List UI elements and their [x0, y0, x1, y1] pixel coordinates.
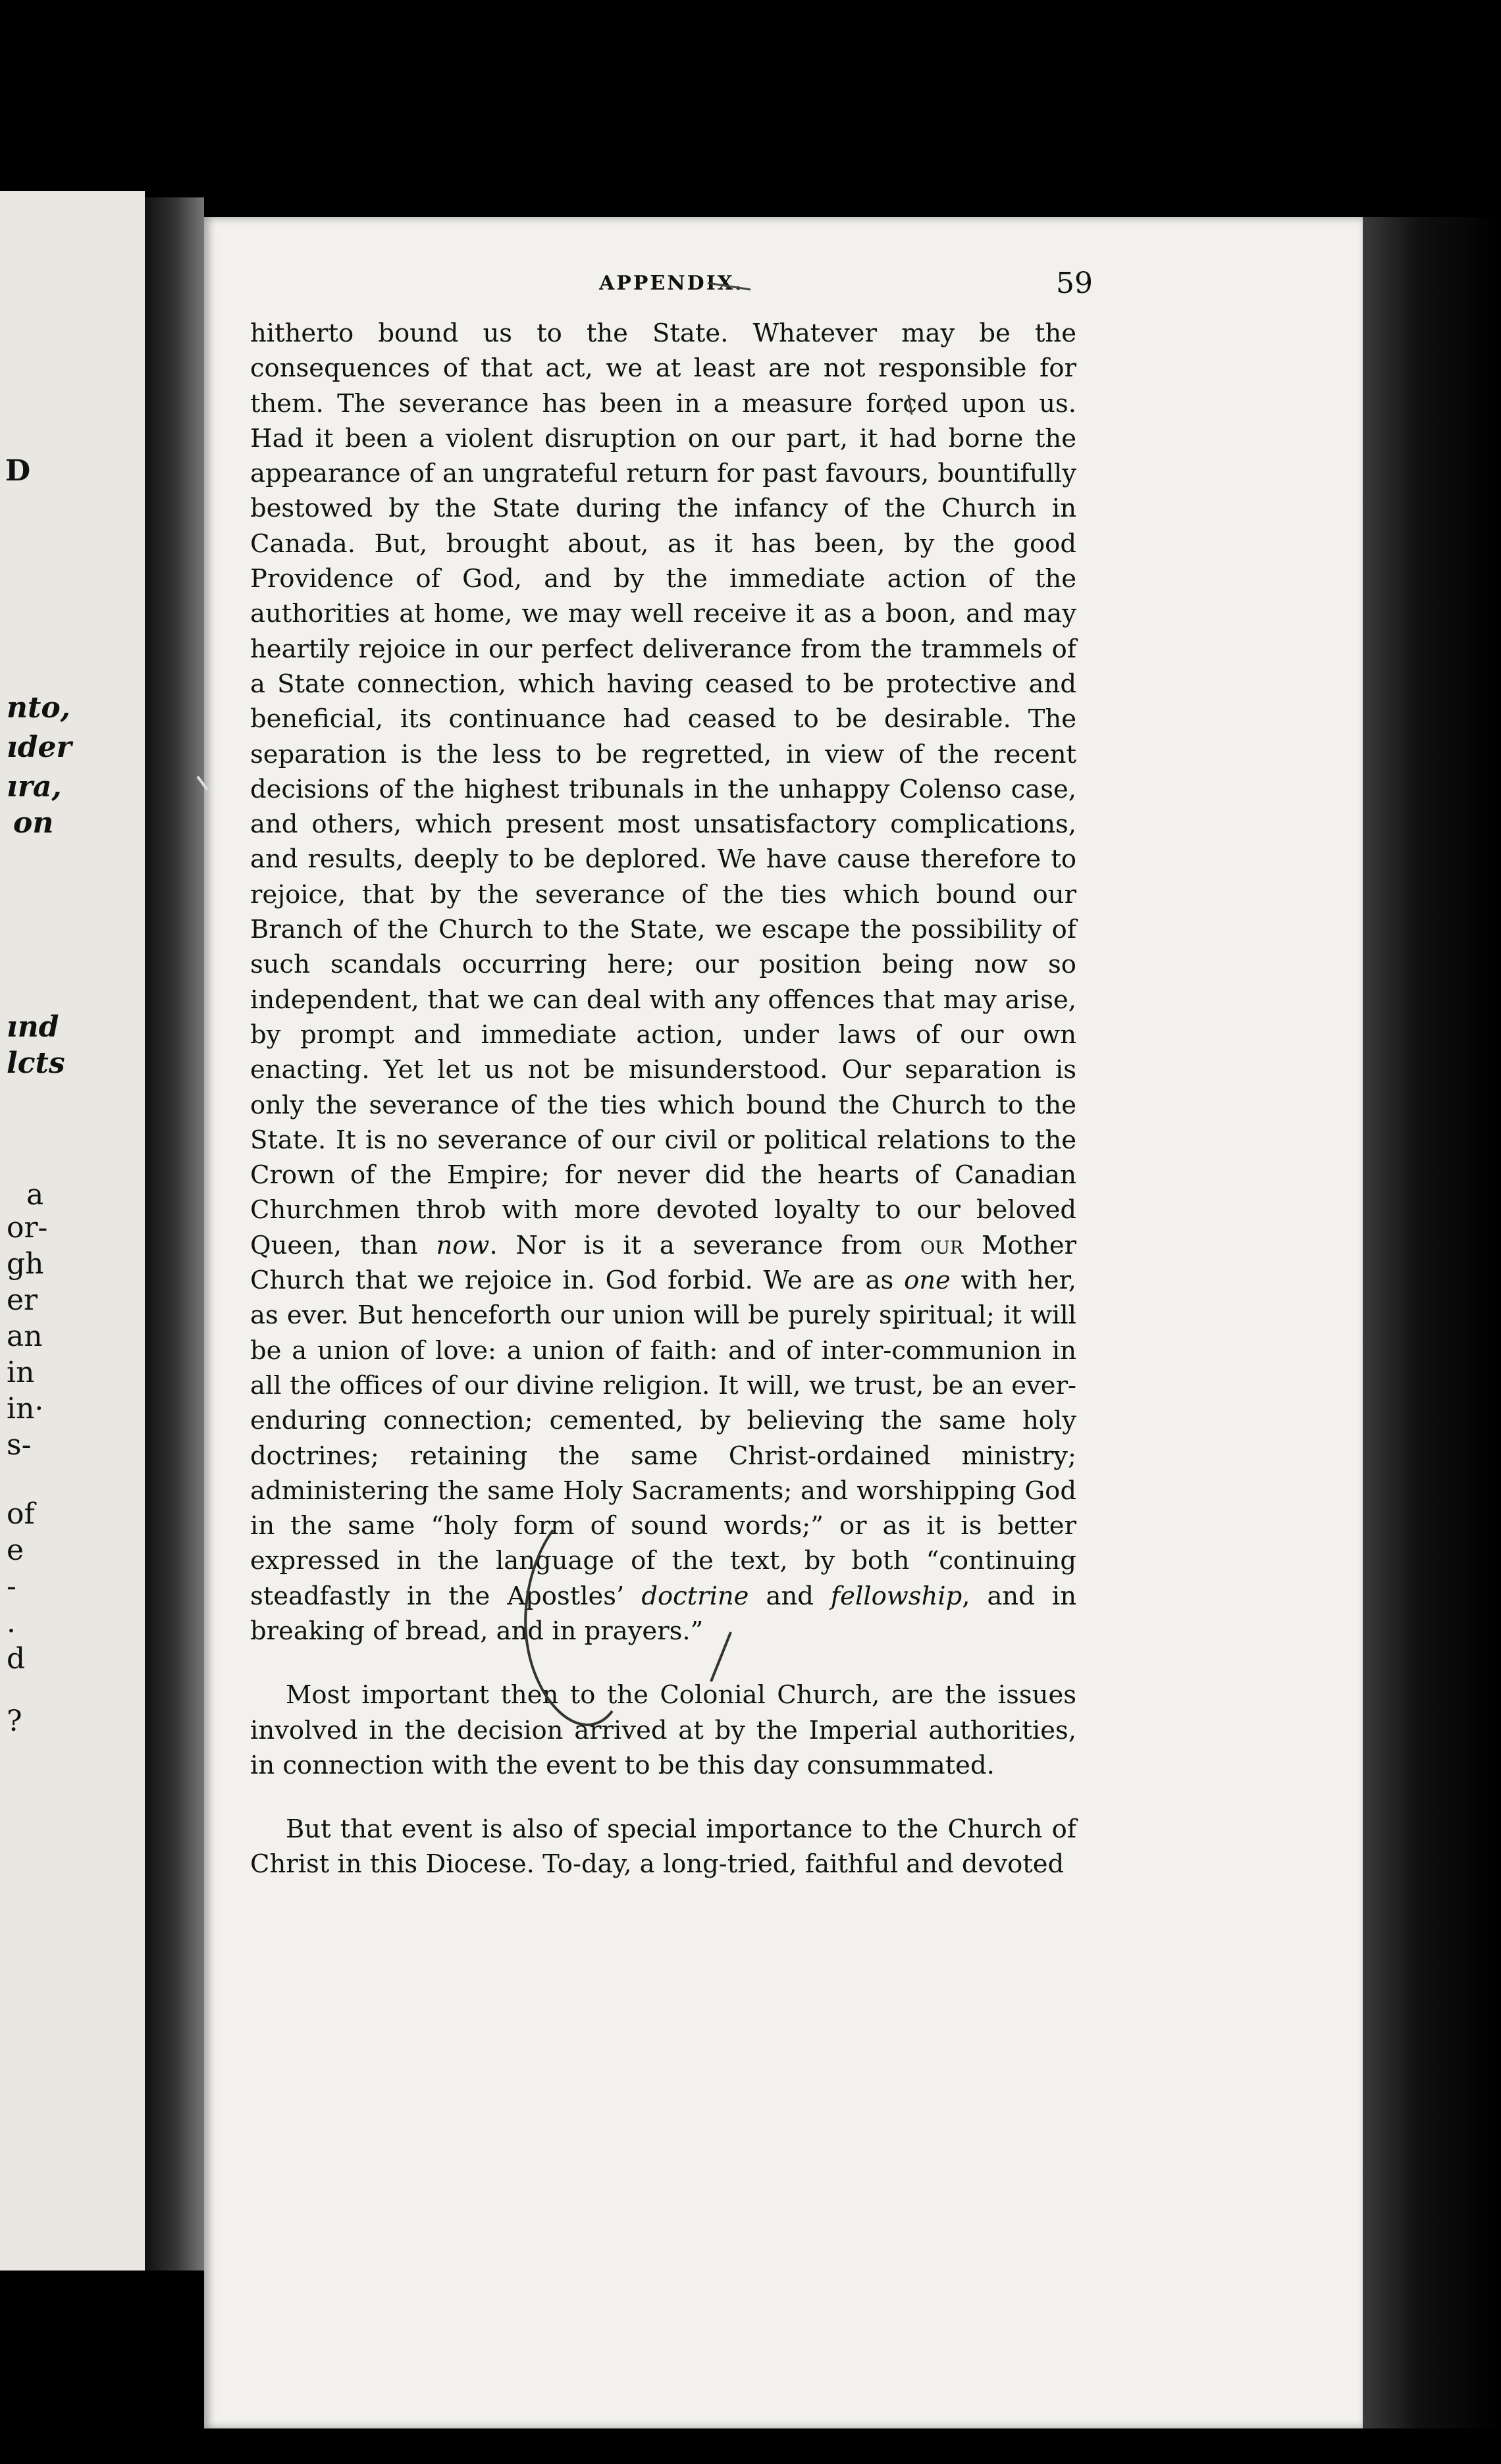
- running-head: APPENDIX.: [599, 272, 744, 295]
- left-page-fragment: a: [26, 1178, 44, 1212]
- left-page-fragment: of: [7, 1497, 35, 1531]
- paragraph: [250, 1812, 1076, 1882]
- text-run: now: [436, 1230, 490, 1260]
- page-edge-shadow: [1363, 217, 1501, 2428]
- text-run: with her, as ever. But henceforth our union will be purely spiritual; it will be a union of love: a union of faith: and of inter-communion in all the offices of our divine religion. It will, we trust, be an ever-enduring connection; cemented, by believing the same holy doctrines; retaining the same Christ-ordained ministry; administering the same Holy Sacraments; and worshipping God in the same “holy form of sound words;” or as it is better expressed in the language of the text, by both “continuing steadfastly in the Apostles’: [250, 1266, 1076, 1611]
- left-page-fragment: e: [7, 1533, 24, 1567]
- paragraph: [250, 1678, 1076, 1783]
- left-page-fragment: s-: [7, 1428, 32, 1462]
- body-text: [250, 316, 1076, 1882]
- text-run: our: [920, 1230, 964, 1260]
- text-run: , and in breaking of bread, and in prayers.”: [250, 1581, 1077, 1646]
- left-page-fragment: on: [13, 806, 54, 840]
- page-number: 59: [1056, 267, 1093, 300]
- text-run: doctrine: [641, 1581, 749, 1611]
- text-run: . Nor is it a severance from: [489, 1230, 920, 1260]
- left-page-fragment: er: [7, 1283, 38, 1317]
- left-page-fragment: gh: [7, 1247, 44, 1281]
- left-page-text-fragments: [0, 191, 145, 2271]
- left-page-fragment: in·: [7, 1392, 44, 1425]
- left-page-fragment: -: [7, 1570, 16, 1603]
- page-header: [395, 267, 1093, 306]
- text-run: Mother Church that we rejoice in. God forbid. We are as: [250, 1230, 1077, 1296]
- left-page-fragment: nto,: [7, 691, 70, 725]
- book-gutter: [145, 197, 204, 2271]
- left-page-fragment: in: [7, 1356, 35, 1389]
- left-page-fragment: ınd: [7, 1010, 59, 1044]
- left-page-fragment: .: [7, 1606, 16, 1639]
- left-facing-page: [0, 191, 145, 2271]
- text-run: hitherto bound us to the State. Whatever may be the consequences of that act, we at least are not responsible for them. The severance has been in a measure forced upon us. Had it been a violent disruption on our part, it had borne the appearance of an ungrateful return for past favours, bountifully bestowed by the State during the infancy of the Church in Canada. But, brought about, as it has been, by the good Providence of God, and by the immediate action of the authorities at home, we may well receive it as a boon, and may heartily rejoice in our perfect deliverance from the trammels of a State connection, which having ceased to be protective and beneficial, its continuance had ceased to be desirable. The separation is the less to be regretted, in view of the recent decisions of the highest tribunals in the unhappy Colenso case, and others, which present most unsatisfactory complications, and results, deeply to be deplored. We have cause therefore to rejoice, that by the severance of the ties which bound our Branch of the Church to the State, we escape the possibility of such scandals occurring here; our position being now so independent, that we can deal with any offences that may arise, by prompt and immediate action, under laws of our own enacting. Yet let us not be misunderstood. Our separation is only the severance of the ties which bound the Church to the State. It is no severance of our civil or political relations to the Crown of the Empire; for never did the hearts of Canadian Churchmen throb with more devoted loyalty to our beloved Queen, than: [250, 319, 1076, 1260]
- text-run: Most important then to the Colonial Church, are the issues involved in the decision arrived at by the Imperial authorities, in connection with the event to be this day consummated.: [250, 1680, 1076, 1780]
- left-page-fragment: ıra,: [7, 770, 62, 804]
- text-run: fellowship: [830, 1581, 962, 1611]
- left-page-fragment: ?: [7, 1705, 22, 1738]
- left-page-fragment: an: [7, 1320, 43, 1353]
- text-run: one: [904, 1266, 951, 1296]
- left-page-fragment: D: [5, 454, 31, 488]
- left-page-fragment: lcts: [7, 1046, 65, 1080]
- left-page-fragment: or-: [7, 1211, 48, 1245]
- left-page-fragment: d: [7, 1642, 26, 1676]
- left-page-fragment: ıder: [7, 731, 72, 764]
- paragraph: [250, 316, 1076, 1649]
- text-run: and: [749, 1581, 831, 1611]
- text-run: But that event is also of special importance to the Church of Christ in this Diocese. To-day, a long-tried, faithful and devoted: [250, 1814, 1076, 1880]
